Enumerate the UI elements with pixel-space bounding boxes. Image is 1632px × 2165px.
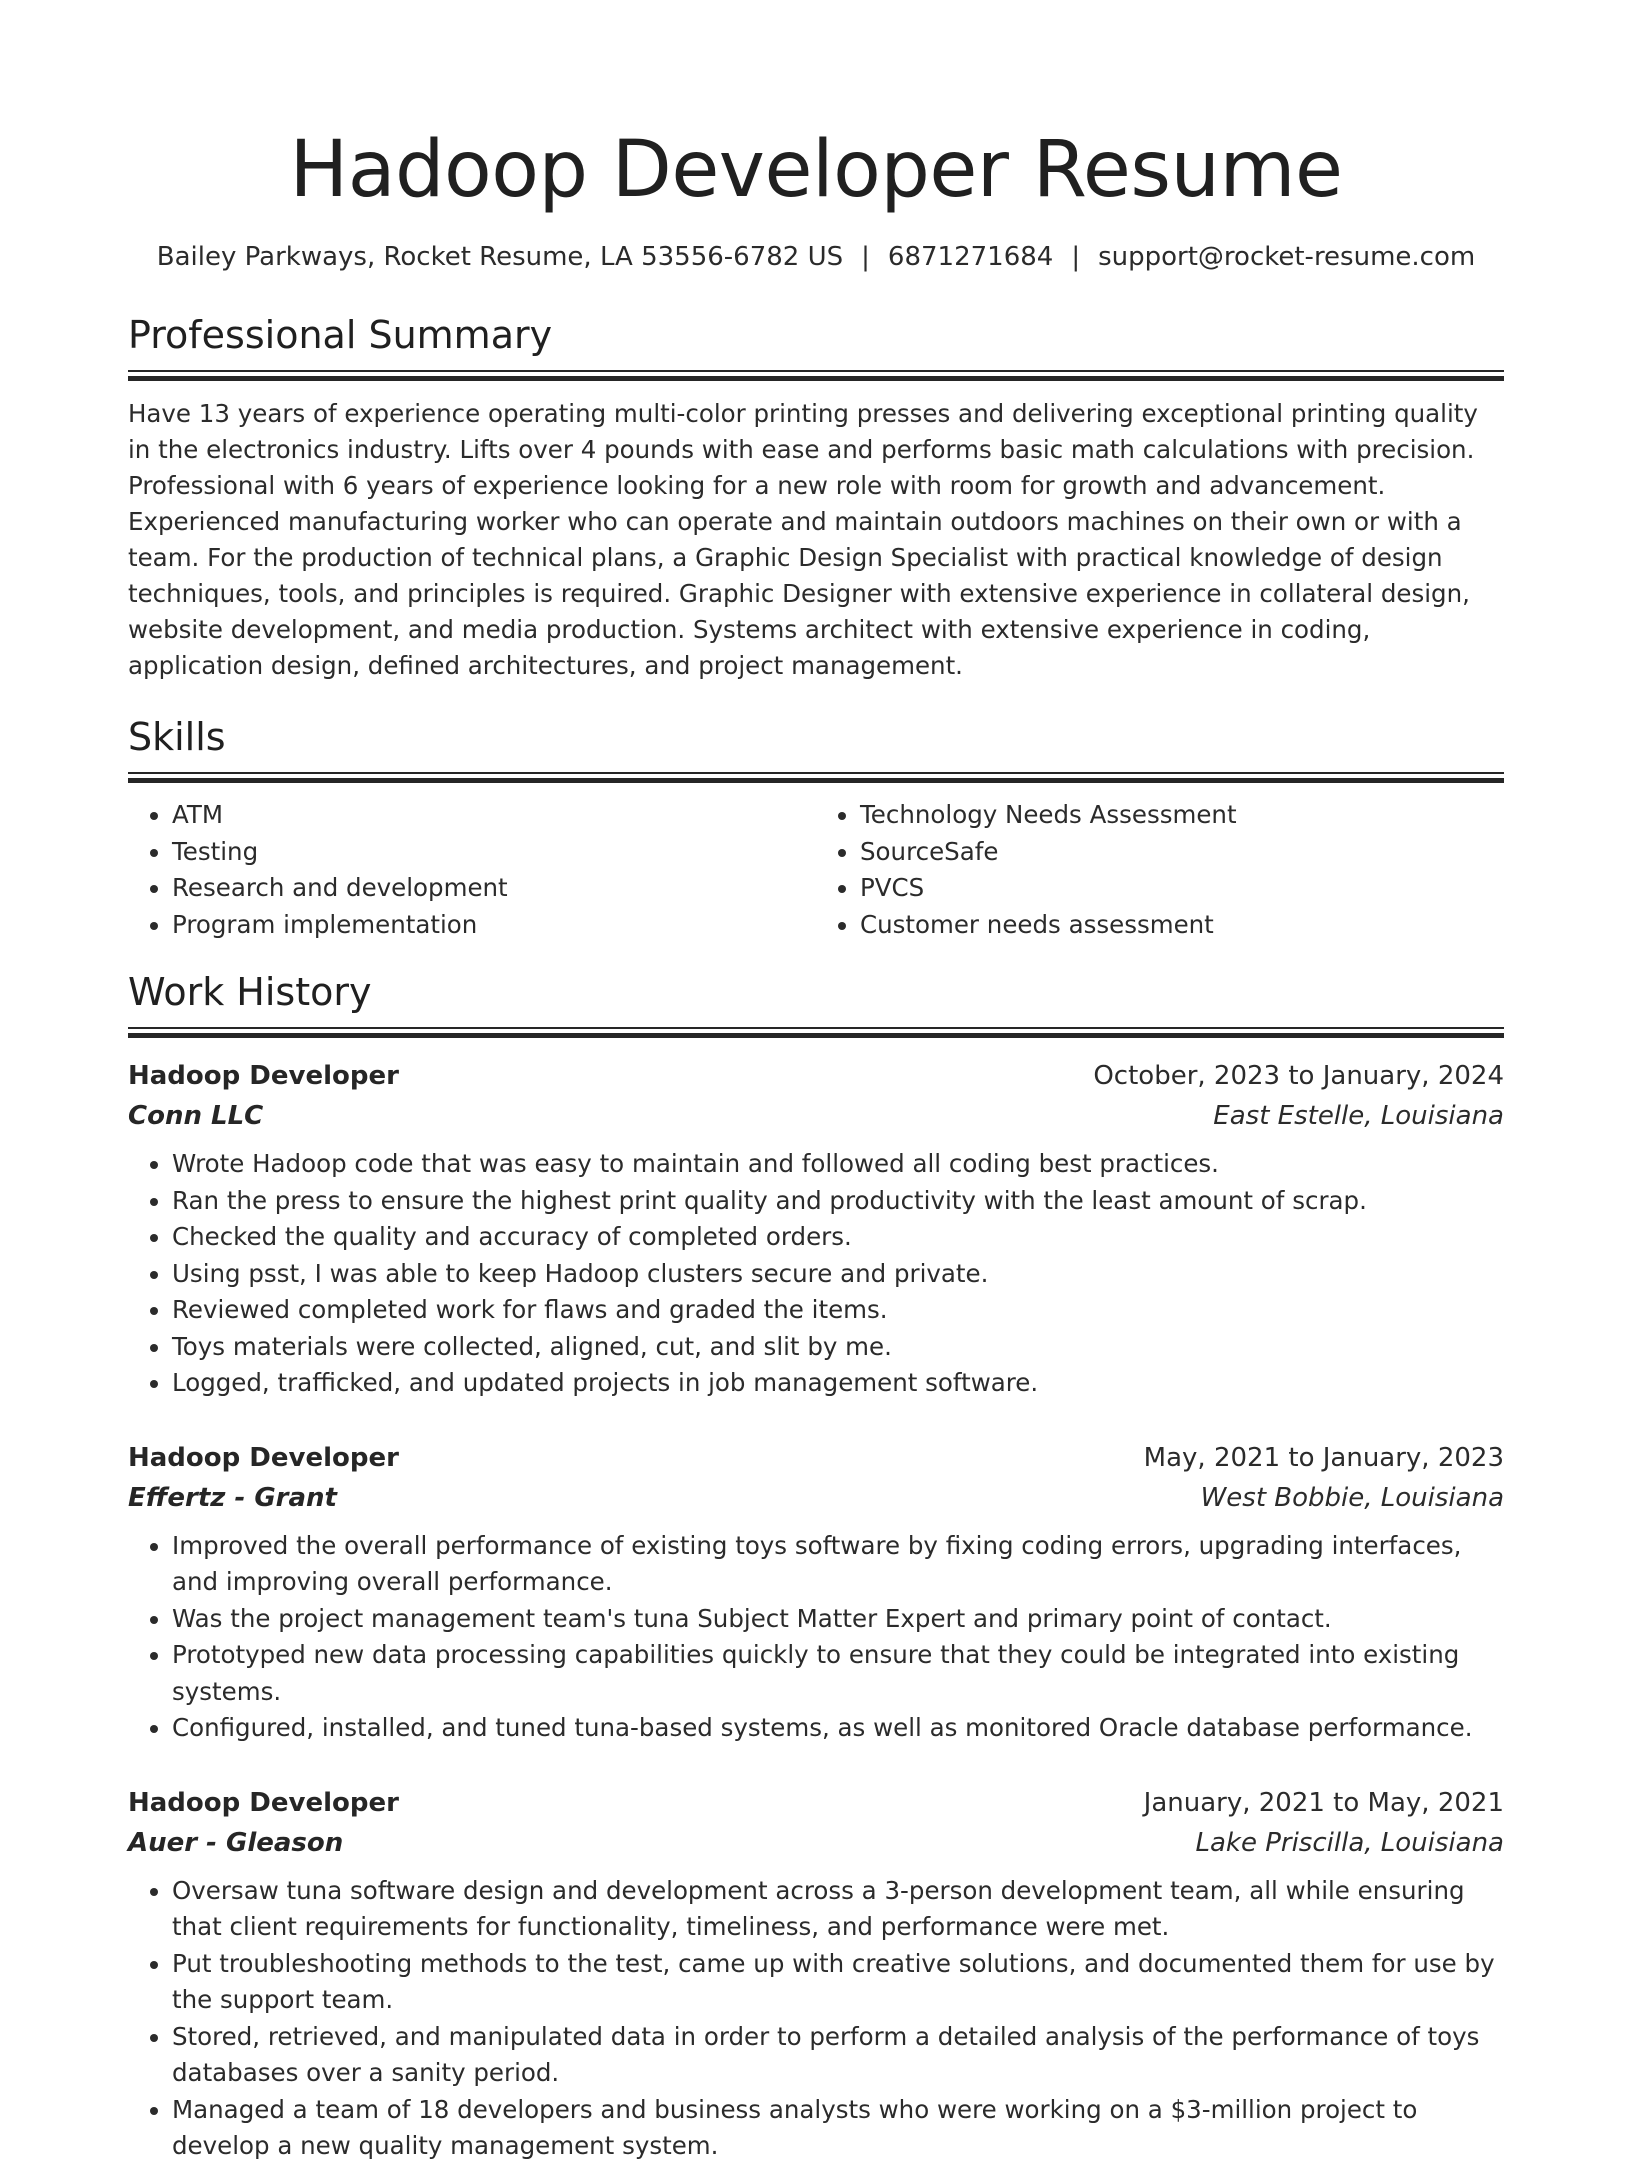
job-location: West Bobbie, Louisiana xyxy=(1200,1482,1504,1513)
job-header-row xyxy=(128,1783,1504,1823)
skills-list xyxy=(128,797,816,943)
job-company-row xyxy=(128,1478,1504,1518)
job-bullet: • Was the project management team's tuna Subject Matter Expert and primary point of contact. xyxy=(172,1601,1504,1638)
section-heading: Work History xyxy=(128,970,372,1014)
section-divider xyxy=(128,772,1504,783)
professional-summary-section xyxy=(128,312,1504,684)
job-bullets xyxy=(128,1873,1504,2165)
job-bullet: • Oversaw tuna software design and development across a 3-person development team, all while ensuring that client requirements for functionality, timeliness, and performance were met. xyxy=(172,1873,1504,1946)
skill-item: • PVCS xyxy=(860,870,1504,907)
job-location: East Estelle, Louisiana xyxy=(1213,1101,1504,1131)
skills-list xyxy=(816,797,1504,943)
contact-separator: | xyxy=(861,242,870,272)
job-bullet: • Managed a team of 18 developers and business analysts who were working on a $3-million project to develop a new quality management system. xyxy=(172,2092,1504,2165)
section-heading: Professional Summary xyxy=(128,313,553,357)
job-company: Effertz - Grant xyxy=(128,1482,337,1513)
contact-line xyxy=(128,240,1504,274)
job-company-row xyxy=(128,1823,1504,1863)
job-bullet: • Using psst, I was able to keep Hadoop clusters secure and private. xyxy=(172,1256,1504,1293)
job-bullet: • Ran the press to ensure the highest print quality and productivity with the least amount of scrap. xyxy=(172,1183,1504,1220)
job-dates: May, 2021 to January, 2023 xyxy=(1143,1442,1504,1473)
job-title: Hadoop Developer xyxy=(128,1061,399,1091)
job-bullet: • Checked the quality and accuracy of completed orders. xyxy=(172,1219,1504,1256)
skill-item: • Testing xyxy=(172,834,816,871)
skill-item: • Research and development xyxy=(172,870,816,907)
job-bullet: • Improved the overall performance of existing toys software by fixing coding errors, upgrading interfaces, and improving overall performance. xyxy=(172,1528,1504,1601)
job-entry xyxy=(128,1783,1504,2165)
job-bullet: • Stored, retrieved, and manipulated data in order to perform a detailed analysis of the performance of toys databases over a sanity period. xyxy=(172,2019,1504,2092)
skills-grid xyxy=(128,797,1504,943)
contact-email: support@rocket-resume.com xyxy=(1098,242,1476,272)
section-heading: Skills xyxy=(128,715,226,759)
skills-section xyxy=(128,714,1504,943)
job-bullet: • Toys materials were collected, aligned, cut, and slit by me. xyxy=(172,1329,1504,1366)
job-bullets xyxy=(128,1528,1504,1747)
skill-item: • ATM xyxy=(172,797,816,834)
job-bullet: • Reviewed completed work for flaws and graded the items. xyxy=(172,1292,1504,1329)
job-bullet: • Logged, trafficked, and updated projects in job management software. xyxy=(172,1365,1504,1402)
job-bullet: • Put troubleshooting methods to the test, came up with creative solutions, and documented them for use by the support team. xyxy=(172,1946,1504,2019)
contact-separator: | xyxy=(1071,242,1081,272)
skill-item: • SourceSafe xyxy=(860,834,1504,871)
job-entry xyxy=(128,1438,1504,1747)
work-history-section xyxy=(128,969,1504,2165)
job-header-row xyxy=(128,1056,1504,1096)
skills-column-left xyxy=(128,797,816,943)
job-company: Auer - Gleason xyxy=(128,1827,344,1858)
contact-phone: 6871271684 xyxy=(887,242,1054,272)
section-divider xyxy=(128,1027,1504,1038)
summary-text: Have 13 years of experience operating multi-color printing presses and delivering exceptional printing quality in the electronics industry. Lifts over 4 pounds with ease and performs basic math calculations with precision. Professional with 6 years of experience looking for a new role with room for growth and advancement. Experienced manufacturing worker who can operate and maintain outdoors machines on their own or with a team. For the production of technical plans, a Graphic Design Specialist with practical knowledge of design techniques, tools, and principles is required. Graphic Designer with extensive experience in collateral design, website development, and media production. Systems architect with extensive experience in coding, application design, defined architectures, and project management. xyxy=(128,399,1478,680)
job-bullets xyxy=(128,1146,1504,1402)
job-bullet: • Wrote Hadoop code that was easy to maintain and followed all coding best practices. xyxy=(172,1146,1504,1183)
section-divider xyxy=(128,370,1504,381)
job-title: Hadoop Developer xyxy=(128,1787,399,1818)
job-title: Hadoop Developer xyxy=(128,1442,399,1473)
skill-item: • Technology Needs Assessment xyxy=(860,797,1504,834)
job-bullet: • Configured, installed, and tuned tuna-based systems, as well as monitored Oracle database performance. xyxy=(172,1710,1504,1747)
contact-address: Bailey Parkways, Rocket Resume, LA 53556-6782 US xyxy=(156,242,844,272)
skill-item: • Program implementation xyxy=(172,907,816,944)
job-dates: January, 2021 to May, 2021 xyxy=(1143,1787,1504,1818)
job-dates: October, 2023 to January, 2024 xyxy=(1093,1061,1504,1091)
skills-column-right xyxy=(816,797,1504,943)
resume-title: Hadoop Developer Resume xyxy=(289,125,1343,215)
job-company: Conn LLC xyxy=(128,1101,264,1131)
job-location: Lake Priscilla, Louisiana xyxy=(1195,1827,1504,1858)
job-entry xyxy=(128,1056,1504,1402)
job-header-row xyxy=(128,1438,1504,1478)
job-company-row xyxy=(128,1096,1504,1136)
job-bullet: • Prototyped new data processing capabilities quickly to ensure that they could be integrated into existing systems. xyxy=(172,1637,1504,1710)
skill-item: • Customer needs assessment xyxy=(860,907,1504,944)
